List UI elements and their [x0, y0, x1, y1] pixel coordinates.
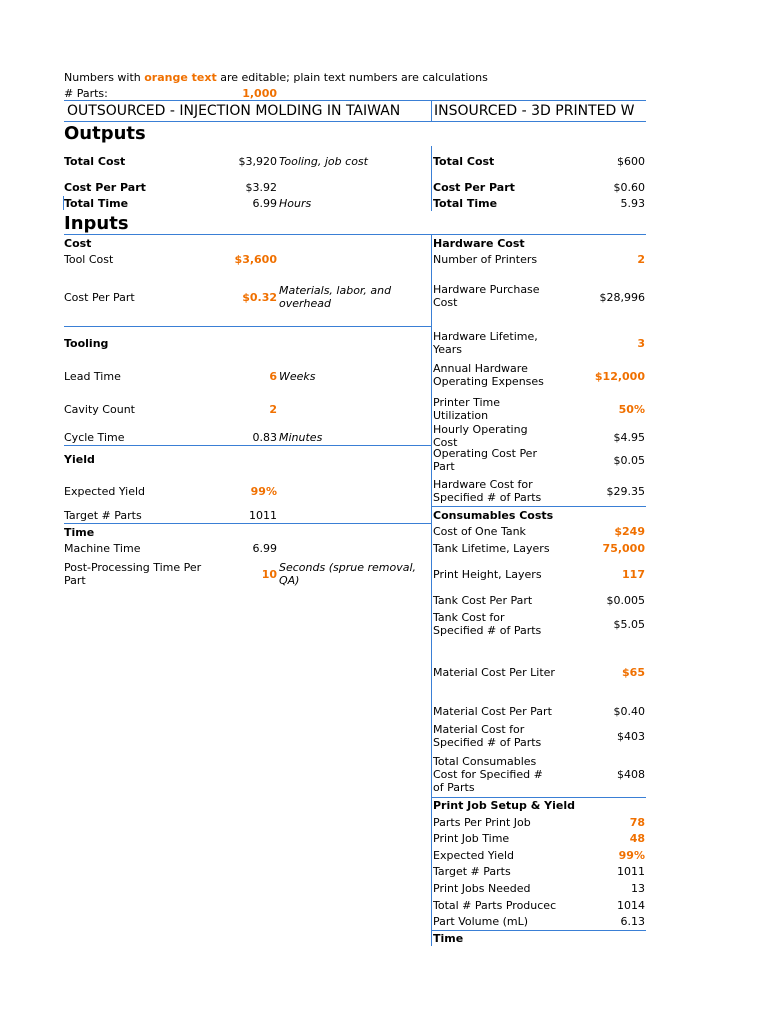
jobs-needed-value: 13 — [631, 882, 645, 895]
print-job-heading: Print Job Setup & Yield — [433, 799, 575, 812]
hw-cost-specified-label: Hardware Cost for Specified # of Parts — [433, 478, 542, 504]
lead-time-input[interactable]: 6 — [269, 370, 277, 383]
material-per-liter-label: Material Cost Per Liter — [433, 666, 555, 679]
post-processing-label: Post-Processing Time Per Part — [64, 561, 202, 587]
out-total-time-label: Total Time — [64, 197, 129, 210]
out-total-cost-label: Total Cost — [64, 155, 126, 168]
in-cost-per-part-value: $0.60 — [613, 181, 645, 194]
header-top-border — [64, 100, 646, 101]
parts-label: # Parts: — [64, 87, 108, 100]
parts-produced-label: Total # Parts Producec — [433, 899, 557, 912]
notice-highlight: orange text — [144, 71, 217, 84]
out-total-cost-note: Tooling, job cost — [279, 155, 368, 168]
tank-lifetime-input[interactable]: 75,000 — [602, 542, 645, 555]
out-total-time-note: Hours — [279, 197, 312, 210]
tank-cost-per-part-label: Tank Cost Per Part — [433, 594, 533, 607]
lead-time-note: Weeks — [279, 370, 316, 383]
parts-input[interactable]: 1,000 — [242, 87, 277, 100]
print-job-section-border — [431, 930, 646, 931]
out-target-parts-label: Target # Parts — [64, 509, 142, 522]
in-expected-yield-label: Expected Yield — [433, 849, 515, 862]
out-cost-per-part-label: Cost Per Part — [64, 181, 146, 194]
cavity-count-input[interactable]: 2 — [269, 403, 277, 416]
out-expected-yield-label: Expected Yield — [64, 485, 146, 498]
post-processing-input[interactable]: 10 — [261, 568, 277, 581]
in-cost-per-part-label: Cost Per Part — [433, 181, 515, 194]
total-consumables-label: Total Consumables Cost for Specified # of Parts — [433, 755, 543, 794]
lifetime-label: Hardware Lifetime, Years — [433, 330, 538, 356]
total-consumables-value: $408 — [617, 768, 645, 781]
annual-opex-input[interactable]: $12,000 — [594, 370, 645, 383]
hw-cost-specified-value: $29.35 — [606, 485, 645, 498]
tool-cost-label: Tool Cost — [64, 253, 114, 266]
lead-time-label: Lead Time — [64, 370, 121, 383]
tooling-heading: Tooling — [64, 337, 109, 350]
insourced-header: INSOURCED - 3D PRINTED W — [434, 103, 635, 119]
tank-lifetime-label: Tank Lifetime, Layers — [433, 542, 550, 555]
inputs-title: Inputs — [64, 213, 129, 234]
material-specified-value: $403 — [617, 730, 645, 743]
print-height-label: Print Height, Layers — [433, 568, 542, 581]
outputs-title: Outputs — [64, 123, 146, 144]
tank-cost-input[interactable]: $249 — [614, 525, 645, 538]
tank-cost-per-part-value: $0.005 — [606, 594, 645, 607]
material-per-part-label: Material Cost Per Part — [433, 705, 552, 718]
machine-time-value: 6.99 — [252, 542, 277, 555]
hourly-cost-value: $4.95 — [613, 431, 645, 444]
out-cost-per-part-value: $3.92 — [245, 181, 277, 194]
printers-input[interactable]: 2 — [637, 253, 645, 266]
parts-per-job-input[interactable]: 78 — [629, 816, 645, 829]
header-divider — [431, 100, 432, 122]
out-cost-per-part-input[interactable]: $0.32 — [242, 291, 277, 304]
in-total-time-value: 5.93 — [620, 197, 645, 210]
hardware-section-border — [431, 506, 646, 507]
header-bottom-border — [64, 121, 646, 122]
yield-section-border — [64, 523, 432, 524]
utilization-input[interactable]: 50% — [618, 403, 645, 416]
purchase-cost-value: $28,996 — [599, 291, 645, 304]
utilization-label: Printer Time Utilization — [433, 396, 501, 422]
op-cost-per-part-value: $0.05 — [613, 454, 645, 467]
printers-label: Number of Printers — [433, 253, 538, 266]
out-total-cost-value: $3,920 — [238, 155, 277, 168]
outputs-divider — [431, 146, 432, 211]
job-time-label: Print Job Time — [433, 832, 510, 845]
in-total-time-label: Total Time — [433, 197, 498, 210]
in-time-heading: Time — [433, 932, 464, 945]
tooling-section-border — [64, 445, 432, 446]
cycle-time-value: 0.83 — [252, 431, 277, 444]
hardware-heading: Hardware Cost — [433, 237, 525, 250]
in-target-parts-value: 1011 — [617, 865, 645, 878]
notice-prefix: Numbers with — [64, 71, 145, 84]
out-expected-yield-input[interactable]: 99% — [250, 485, 277, 498]
part-volume-value: 6.13 — [620, 915, 645, 928]
consumables-section-border — [431, 797, 646, 798]
post-processing-note: Seconds (sprue removal, QA) — [279, 561, 417, 587]
tank-cost-label: Cost of One Tank — [433, 525, 526, 538]
out-target-parts-value: 1011 — [249, 509, 277, 522]
out-total-time-value: 6.99 — [252, 197, 277, 210]
cycle-time-note: Minutes — [279, 431, 323, 444]
tool-cost-input[interactable]: $3,600 — [234, 253, 277, 266]
hourly-cost-label: Hourly Operating Cost — [433, 423, 528, 449]
consumables-heading: Consumables Costs — [433, 509, 554, 522]
in-total-cost-label: Total Cost — [433, 155, 495, 168]
cost-section-border — [64, 326, 432, 327]
machine-time-label: Machine Time — [64, 542, 141, 555]
left-inputs-border — [64, 234, 432, 235]
job-time-input[interactable]: 48 — [629, 832, 645, 845]
in-target-parts-label: Target # Parts — [433, 865, 511, 878]
jobs-needed-label: Print Jobs Needed — [433, 882, 531, 895]
material-per-liter-input[interactable]: $65 — [622, 666, 645, 679]
in-total-cost-value: $600 — [617, 155, 645, 168]
cavity-count-label: Cavity Count — [64, 403, 135, 416]
purchase-cost-label: Hardware Purchase Cost — [433, 283, 540, 309]
yield-heading: Yield — [64, 453, 95, 466]
tank-cost-specified-value: $5.05 — [613, 618, 645, 631]
cycle-time-label: Cycle Time — [64, 431, 125, 444]
lifetime-input[interactable]: 3 — [637, 337, 645, 350]
notice-suffix: are editable; plain text numbers are calculations — [216, 71, 488, 84]
editable-notice — [64, 71, 488, 84]
parts-per-job-label: Parts Per Print Job — [433, 816, 531, 829]
in-expected-yield-input[interactable]: 99% — [618, 849, 645, 862]
part-volume-label: Part Volume (mL) — [433, 915, 529, 928]
out-time-heading: Time — [64, 526, 95, 539]
material-specified-label: Material Cost for Specified # of Parts — [433, 723, 542, 749]
out-cost-heading: Cost — [64, 237, 92, 250]
right-inputs-border — [431, 234, 646, 235]
parts-produced-value: 1014 — [617, 899, 645, 912]
tank-cost-specified-label: Tank Cost for Specified # of Parts — [433, 611, 542, 637]
print-height-input[interactable]: 117 — [622, 568, 645, 581]
out-cost-per-part-note: Materials, labor, and overhead — [279, 284, 392, 310]
outsourced-header: OUTSOURCED - INJECTION MOLDING IN TAIWAN — [67, 103, 401, 119]
material-per-part-value: $0.40 — [613, 705, 645, 718]
op-cost-per-part-label: Operating Cost Per Part — [433, 447, 537, 473]
annual-opex-label: Annual Hardware Operating Expenses — [433, 362, 544, 388]
column-divider — [431, 234, 432, 946]
out-cost-per-part-input-label: Cost Per Part — [64, 291, 135, 304]
